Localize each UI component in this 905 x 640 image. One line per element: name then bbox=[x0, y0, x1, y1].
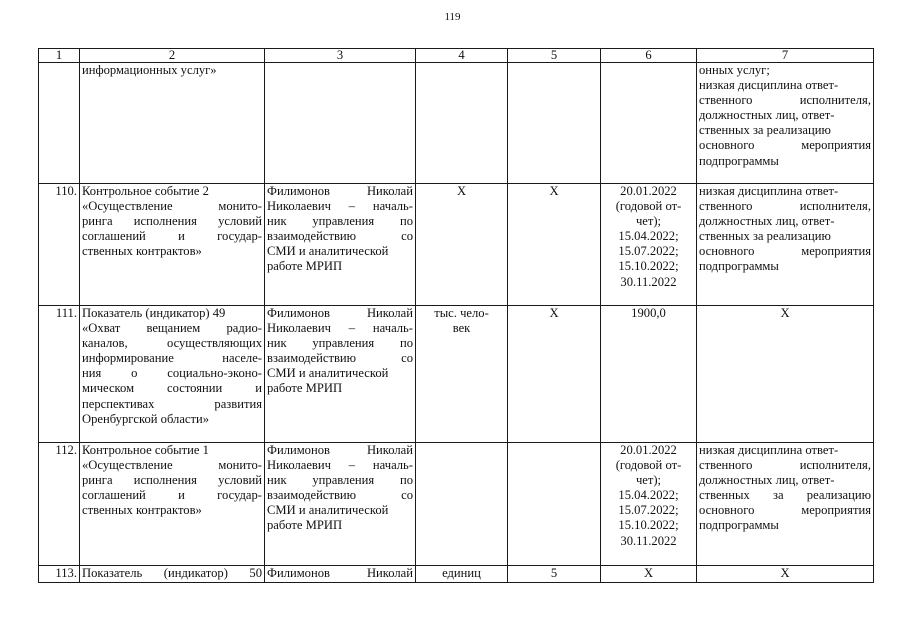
text-line: 30.11.2022 bbox=[620, 274, 677, 289]
row-unit bbox=[416, 443, 508, 566]
text-line: Контрольное событие 2 bbox=[82, 184, 209, 198]
page-number: 119 bbox=[444, 11, 461, 23]
text-line: подпрограммы bbox=[699, 259, 779, 274]
text-line: информирование населе- bbox=[82, 351, 262, 366]
row-deadline bbox=[601, 63, 697, 184]
row-responsible bbox=[265, 63, 416, 184]
text-line: соглашений и государ- bbox=[82, 488, 262, 503]
row-deadline bbox=[601, 184, 697, 306]
row-description bbox=[80, 443, 265, 566]
text-line: взаимодействию со bbox=[267, 488, 413, 503]
text-line: ринга исполнения условий bbox=[82, 473, 262, 488]
text-line: должностных лиц, ответ- bbox=[699, 108, 835, 123]
row-description bbox=[80, 566, 265, 583]
text-line: ник управления по bbox=[267, 473, 413, 488]
text-line: «Осуществление монито- bbox=[82, 458, 262, 473]
text-line: ник управления по bbox=[267, 336, 413, 351]
row-deadline bbox=[601, 443, 697, 566]
text-line: 30.11.2022 bbox=[620, 533, 677, 548]
text-line: ственных за реализацию bbox=[699, 488, 871, 503]
text-line: СМИ и аналитической bbox=[267, 366, 389, 381]
text-line: ственного исполнителя, bbox=[699, 199, 871, 214]
text-line: 15.07.2022; bbox=[618, 503, 679, 518]
text-line: ственных за реализацию bbox=[699, 123, 831, 138]
text-line: СМИ и аналитической bbox=[267, 503, 389, 518]
table-row bbox=[39, 63, 874, 184]
row-description bbox=[80, 306, 265, 443]
column-header: 2 bbox=[80, 49, 265, 63]
text-line: Николаевич – началь- bbox=[267, 199, 413, 214]
text-line: каналов, осуществляющих bbox=[82, 336, 262, 351]
text-line: чет); bbox=[635, 473, 662, 488]
text-line: 15.04.2022; bbox=[618, 488, 679, 503]
text-line: век bbox=[452, 321, 471, 336]
row-risk bbox=[697, 306, 874, 443]
text-line: основного мероприятия bbox=[699, 503, 871, 518]
text-line: информационных услуг» bbox=[82, 63, 217, 77]
text-line: Показатель (индикатор) 50 bbox=[82, 566, 262, 580]
text-line: Николаевич – началь- bbox=[267, 321, 413, 336]
header-row bbox=[39, 49, 874, 63]
text-line: ственных за реализацию bbox=[699, 229, 831, 244]
text-line: Николаевич – началь- bbox=[267, 458, 413, 473]
text-line: чет); bbox=[635, 214, 662, 229]
text-line: работе МРИП bbox=[267, 518, 343, 533]
text-line: Показатель (индикатор) 49 bbox=[82, 306, 226, 320]
row-deadline bbox=[601, 306, 697, 443]
text-line: 15.10.2022; bbox=[618, 518, 679, 533]
row-responsible bbox=[265, 566, 416, 583]
text-line: единиц bbox=[442, 566, 481, 580]
column-header: 3 bbox=[265, 49, 416, 63]
text-line: ния о социально-эконо- bbox=[82, 366, 262, 381]
text-line: Х bbox=[780, 306, 790, 320]
row-unit bbox=[416, 306, 508, 443]
text-line: ственного исполнителя, bbox=[699, 93, 871, 108]
row-deadline bbox=[601, 566, 697, 583]
text-line: ственного исполнителя, bbox=[699, 458, 871, 473]
text-line: (годовой от- bbox=[615, 458, 682, 473]
text-line: Контрольное событие 1 bbox=[82, 443, 209, 457]
text-line: основного мероприятия bbox=[699, 244, 871, 259]
row-responsible bbox=[265, 184, 416, 306]
text-line: мическом состоянии и bbox=[82, 381, 262, 396]
row-risk bbox=[697, 63, 874, 184]
text-line: взаимодействию со bbox=[267, 229, 413, 244]
text-line: 15.10.2022; bbox=[618, 259, 679, 274]
text-line: Х bbox=[780, 566, 790, 580]
row-value bbox=[508, 63, 601, 184]
row-risk bbox=[697, 184, 874, 306]
row-responsible bbox=[265, 443, 416, 566]
text-line: соглашений и государ- bbox=[82, 229, 262, 244]
column-header: 5 bbox=[508, 49, 601, 63]
text-line: подпрограммы bbox=[699, 518, 779, 533]
text-line: 15.07.2022; bbox=[618, 244, 679, 259]
text-line: ственных контрактов» bbox=[82, 244, 202, 259]
text-line: 20.01.2022 bbox=[620, 443, 677, 457]
text-line: 20.01.2022 bbox=[620, 184, 677, 198]
row-number: 111. bbox=[39, 306, 80, 443]
row-number: 113. bbox=[39, 566, 80, 583]
text-line: должностных лиц, ответ- bbox=[699, 473, 835, 488]
text-line: (годовой от- bbox=[615, 199, 682, 214]
table-row bbox=[39, 306, 874, 443]
table-row bbox=[39, 566, 874, 583]
row-unit: Х bbox=[416, 184, 508, 306]
row-number: 112. bbox=[39, 443, 80, 566]
row-responsible bbox=[265, 306, 416, 443]
text-line: ственных контрактов» bbox=[82, 503, 202, 518]
text-line: тыс. чело- bbox=[434, 306, 489, 320]
text-line: онных услуг; bbox=[699, 63, 770, 77]
column-header: 4 bbox=[416, 49, 508, 63]
text-line: работе МРИП bbox=[267, 259, 343, 274]
text-line: ринга исполнения условий bbox=[82, 214, 262, 229]
row-value: Х bbox=[508, 184, 601, 306]
text-line: 15.04.2022; bbox=[618, 229, 679, 244]
text-line: СМИ и аналитической bbox=[267, 244, 389, 259]
row-number: 110. bbox=[39, 184, 80, 306]
text-line: Филимонов Николай bbox=[267, 184, 413, 198]
text-line: ник управления по bbox=[267, 214, 413, 229]
text-line: перспективах развития bbox=[82, 396, 262, 411]
text-line: низкая дисциплина ответ- bbox=[699, 78, 839, 93]
row-unit bbox=[416, 63, 508, 184]
row-description bbox=[80, 63, 265, 184]
text-line: Х bbox=[643, 566, 654, 580]
plan-table bbox=[38, 48, 874, 583]
row-description bbox=[80, 184, 265, 306]
row-risk bbox=[697, 566, 874, 583]
text-line: Филимонов Николай bbox=[267, 566, 413, 580]
column-header: 7 bbox=[697, 49, 874, 63]
row-number bbox=[39, 63, 80, 184]
text-line: низкая дисциплина ответ- bbox=[699, 184, 839, 198]
text-line: Филимонов Николай bbox=[267, 306, 413, 320]
table-row bbox=[39, 184, 874, 306]
text-line: должностных лиц, ответ- bbox=[699, 214, 835, 229]
row-value bbox=[508, 443, 601, 566]
text-line: основного мероприятия bbox=[699, 138, 871, 153]
text-line: взаимодействию со bbox=[267, 351, 413, 366]
row-value: Х bbox=[508, 306, 601, 443]
row-value: 5 bbox=[508, 566, 601, 583]
text-line: Оренбургской области» bbox=[82, 411, 210, 426]
row-unit bbox=[416, 566, 508, 583]
text-line: работе МРИП bbox=[267, 381, 343, 396]
text-line: 1900,0 bbox=[631, 306, 666, 320]
column-header: 6 bbox=[601, 49, 697, 63]
text-line: подпрограммы bbox=[699, 153, 779, 168]
text-line: низкая дисциплина ответ- bbox=[699, 443, 839, 457]
text-line: «Охват вещанием радио- bbox=[82, 321, 262, 336]
text-line: Филимонов Николай bbox=[267, 443, 413, 457]
text-line: «Осуществление монито- bbox=[82, 199, 262, 214]
column-header: 1 bbox=[39, 49, 80, 63]
row-risk bbox=[697, 443, 874, 566]
table-row bbox=[39, 443, 874, 566]
